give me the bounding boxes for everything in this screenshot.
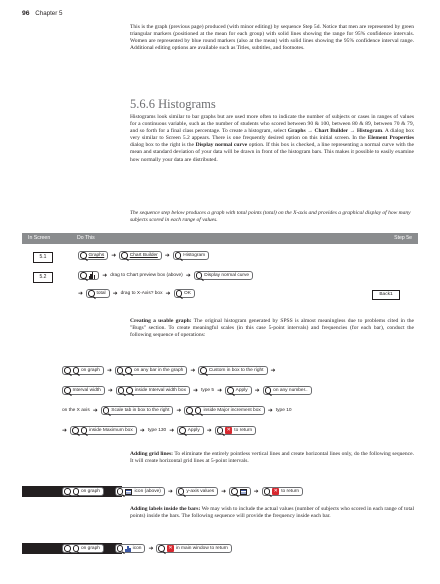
usable-seq-line-1 xyxy=(62,366,276,375)
usable-graph-text: The original histogram generated by SPSS is almost meaningless due to problems cited in the "Bugs" section. To create meaningful scales (in this case 5-point intervals) and frequencies (for each bar), conduct the following sequence of operations: xyxy=(130,318,414,339)
back-button[interactable]: Back1 xyxy=(372,290,400,300)
double-click-icon xyxy=(117,367,124,374)
arrow-icon: ➜ xyxy=(193,387,199,394)
graphs-button[interactable] xyxy=(78,251,108,260)
arrow-icon: ➜ xyxy=(92,407,98,414)
drag-chart-preview-text: drag to Chart preview box (above) xyxy=(110,273,183,278)
click-icon xyxy=(179,427,186,434)
display-normal-term: Display normal curve xyxy=(195,142,248,149)
histogram-thumbnail-icon xyxy=(89,272,96,279)
click-icon xyxy=(64,387,71,394)
usable-seq-line-4 xyxy=(62,426,256,435)
click-icon xyxy=(264,488,271,495)
labels-inside-heading: Adding labels inside the bars: xyxy=(130,506,201,512)
double-click-icon xyxy=(73,488,80,495)
arrow-icon: ➜ xyxy=(112,290,118,297)
labels-on-graph-button[interactable] xyxy=(62,544,104,553)
close-return-button[interactable] xyxy=(215,426,256,435)
arrow-icon: ➜ xyxy=(270,367,276,374)
usable-graph-heading: Creating a usable graph: xyxy=(130,318,192,324)
histogram-label: Histogram xyxy=(183,253,206,258)
arrow-icon: ➜ xyxy=(62,427,68,434)
data-labels-icon-button[interactable] xyxy=(115,544,145,553)
arrow-icon: ➜ xyxy=(206,427,212,434)
grid-close-return-button[interactable] xyxy=(262,487,303,496)
click-icon xyxy=(200,367,207,374)
double-click-icon xyxy=(81,427,88,434)
arrow-icon: ➜ xyxy=(253,488,259,495)
type-5-text: type 5 xyxy=(201,388,215,393)
histogram-button[interactable] xyxy=(173,251,209,260)
histogram-text-4: option. If this box is checked, a line representing a normal curve with the mean and standard deviation of your data will be drawn in front of the histogram bars. This makes it possible to easily examine how normally your data are distributed. xyxy=(130,142,415,163)
grid-lines-paragraph xyxy=(130,451,414,465)
click-icon xyxy=(121,252,128,259)
section-title: Histograms xyxy=(158,97,216,111)
labels-inside-text: We may wish to include the actual values (number of subjects who scored in each range of total points) inside the bars. The following sequence will provide the frequency inside each bar. xyxy=(130,506,414,520)
data-labels-icon xyxy=(125,545,130,552)
click-icon xyxy=(178,488,185,495)
page-header xyxy=(22,10,62,17)
in-main-window-label: in main window to return xyxy=(175,546,228,551)
arrow-icon: ➜ xyxy=(102,272,108,279)
double-click-icon xyxy=(73,545,80,552)
usable-seq-line-3 xyxy=(62,406,292,415)
labels-seq-line xyxy=(62,544,232,553)
on-any-bar-label: on any bar in the graph xyxy=(133,368,184,373)
histogram-text-1: Histograms look similar to bar graphs but are used more often to indicate the number of subjects or cases in ranges of values for a continuous variable, such as the number of students who scored between 90 & 100, between 80 & 89, between 70 & 79, and so forth for a final class percentage. To create a histogram, select xyxy=(130,114,414,135)
grid-icon-button-2[interactable] xyxy=(229,487,251,496)
chart-builder-label: Chart Builder xyxy=(129,253,158,258)
arrow-icon: ➜ xyxy=(190,367,196,374)
type-130-text: type 130 xyxy=(147,428,167,433)
click-icon xyxy=(117,488,124,495)
double-click-icon xyxy=(64,545,71,552)
arrow-icon: ➜ xyxy=(106,488,112,495)
arrow-icon: ➜ xyxy=(165,290,171,297)
click-icon xyxy=(175,252,182,259)
double-click-icon xyxy=(73,367,80,374)
click-icon xyxy=(217,427,224,434)
chapter-label: Chapter 5 xyxy=(35,10,63,17)
double-click-icon xyxy=(125,367,132,374)
inside-maximum-label: inside Maximum box xyxy=(89,428,133,433)
col-in-screen: In Screen xyxy=(28,235,51,241)
icon-above-label: icon (above) xyxy=(134,489,161,494)
click-icon xyxy=(158,545,165,552)
section-number: 5.6.6 xyxy=(130,97,155,111)
click-icon xyxy=(227,387,234,394)
close-icon: ✕ xyxy=(226,427,231,433)
step-row-3 xyxy=(78,289,195,298)
interval-width-button[interactable] xyxy=(62,386,105,395)
usable-seq-line-2 xyxy=(62,386,312,395)
total-label: total xyxy=(96,291,106,296)
arrow-icon: ➜ xyxy=(176,407,182,414)
click-icon xyxy=(265,387,272,394)
click-icon xyxy=(88,290,95,297)
screen-ref-5-2: 5.2 xyxy=(33,272,53,283)
arrow-icon: ➜ xyxy=(217,387,223,394)
custom-button[interactable] xyxy=(198,366,267,375)
histogram-text-3: dialog box to the right is the xyxy=(130,142,196,149)
arrow-icon: ➜ xyxy=(106,367,112,374)
histogram-thumbnail-button[interactable] xyxy=(78,271,99,280)
on-x-axis-text: on the X axis xyxy=(62,408,90,413)
apply-label-2: Apply xyxy=(187,428,200,433)
histogram-text-2: . A dialog box very similar to Screen 5.2 appears. There is one frequently desired option on this initial screen. In the xyxy=(130,128,414,142)
inside-maximum-button[interactable] xyxy=(70,426,137,435)
step-row-1 xyxy=(78,251,209,260)
arrow-icon: ➜ xyxy=(106,545,112,552)
step-row-2 xyxy=(78,271,253,280)
double-click-icon xyxy=(118,387,125,394)
click-icon xyxy=(196,272,203,279)
inside-major-increment-button[interactable] xyxy=(184,406,264,415)
apply-button-2[interactable] xyxy=(177,426,204,435)
inside-interval-width-label: inside Interval width box xyxy=(134,388,186,393)
click-icon xyxy=(176,290,183,297)
arrow-icon: ➜ xyxy=(185,272,191,279)
grid-lines-heading: Adding grid lines: xyxy=(130,451,173,457)
arrow-icon: ➜ xyxy=(169,427,175,434)
apply-button[interactable] xyxy=(225,386,252,395)
labels-inside-paragraph xyxy=(130,506,414,520)
col-do-this: Do This xyxy=(77,235,95,241)
ok-button[interactable] xyxy=(174,289,195,298)
arrow-icon: ➜ xyxy=(221,488,227,495)
apply-label: Apply xyxy=(235,388,248,393)
custom-label: Custom in box to the right xyxy=(208,368,264,373)
col-step: Step 5e xyxy=(394,235,412,241)
display-normal-curve-button[interactable] xyxy=(194,271,253,280)
labels-on-graph-label: on graph xyxy=(81,546,100,551)
scale-tab-label: Scale tab in box to the right xyxy=(111,408,170,413)
double-click-icon xyxy=(126,387,133,394)
type-10-text: type 10 xyxy=(275,408,292,413)
arrow-icon: ➜ xyxy=(267,407,273,414)
section-heading xyxy=(130,97,216,112)
page-number: 96 xyxy=(22,10,30,17)
grid-seq-line xyxy=(62,487,303,496)
total-variable-button[interactable] xyxy=(86,289,110,298)
arrow-icon: ➜ xyxy=(107,387,113,394)
arrow-icon: ➜ xyxy=(167,488,173,495)
arrow-icon: ➜ xyxy=(139,427,145,434)
arrow-icon: ➜ xyxy=(254,387,260,394)
menu-path: Graphs → Chart Builder → Histogram xyxy=(287,128,383,135)
double-click-icon xyxy=(64,488,71,495)
click-icon xyxy=(117,545,124,552)
intro-paragraph: This is the graph (previous page) produced (with minor editing) by sequence Step 5d. Notice that men are represented by green triangular markers (positioned at the mean for each group) with solid lines showing the range for 95% confidence intervals. Women are represented by blue round markers (also at the mean) with solid lines showing the 95% confidence interval range. Additional editing options are available such as Titles, subtitles, and footnotes. xyxy=(130,24,414,52)
y-axis-values-button[interactable] xyxy=(176,487,218,496)
element-properties-term: Element Properties xyxy=(367,135,414,142)
on-graph-label: on graph xyxy=(81,368,100,373)
step-table-header xyxy=(22,233,418,244)
on-graph-button[interactable] xyxy=(62,366,104,375)
gridlines-icon xyxy=(240,489,247,495)
histogram-paragraph xyxy=(130,114,414,164)
click-icon xyxy=(103,407,110,414)
display-normal-curve-label: Display normal curve xyxy=(204,273,250,278)
click-icon xyxy=(80,272,87,279)
to-return-label: to return xyxy=(234,428,253,433)
ok-label: OK xyxy=(184,291,191,296)
close-icon: ✕ xyxy=(168,545,173,551)
on-any-bar-button[interactable] xyxy=(115,366,187,375)
click-icon xyxy=(80,252,87,259)
grid-icon-button[interactable] xyxy=(115,487,165,496)
grid-on-graph-label: on graph xyxy=(81,489,100,494)
arrow-icon: ➜ xyxy=(111,252,117,259)
usable-graph-paragraph xyxy=(130,318,414,339)
double-click-icon xyxy=(195,407,202,414)
interval-width-label: Interval width xyxy=(72,388,101,393)
double-click-icon xyxy=(186,407,193,414)
labels-close-return-button[interactable] xyxy=(156,544,232,553)
gridlines-icon xyxy=(125,489,132,495)
grid-to-return-label: to return xyxy=(281,489,300,494)
double-click-icon xyxy=(72,427,79,434)
scale-tab-button[interactable] xyxy=(101,406,174,415)
chart-builder-button[interactable] xyxy=(119,251,162,260)
on-any-number-label: on any number.. xyxy=(273,388,308,393)
graphs-label: Graphs xyxy=(88,253,105,258)
grid-on-graph-button[interactable] xyxy=(62,487,104,496)
double-click-icon xyxy=(64,367,71,374)
screen-ref-5-1: 5.1 xyxy=(33,252,53,263)
inside-major-increment-label: inside Major increment box xyxy=(203,408,261,413)
arrow-icon: ➜ xyxy=(164,252,170,259)
sequence-intro: The sequence step below produces a graph with total points (total) on the X-axis and provides a graphical display of how many subjects scored in each range of values. xyxy=(130,210,411,223)
drag-x-axis-text: drag to X-Axis? box xyxy=(120,291,163,296)
arrow-icon: ➜ xyxy=(78,290,84,297)
icon-label: icon xyxy=(132,546,142,551)
click-icon xyxy=(231,488,238,495)
grid-lines-text: To eliminate the entirely pointless vertical lines and create horizontal lines only, do the following sequence. It will create horizontal grid lines at 5-point intervals. xyxy=(130,451,414,465)
inside-interval-width-button[interactable] xyxy=(116,386,190,395)
close-icon: ✕ xyxy=(273,488,278,494)
y-axis-values-label: y-axis values xyxy=(186,489,215,494)
arrow-icon: ➜ xyxy=(148,545,154,552)
on-any-number-button[interactable] xyxy=(263,386,312,395)
